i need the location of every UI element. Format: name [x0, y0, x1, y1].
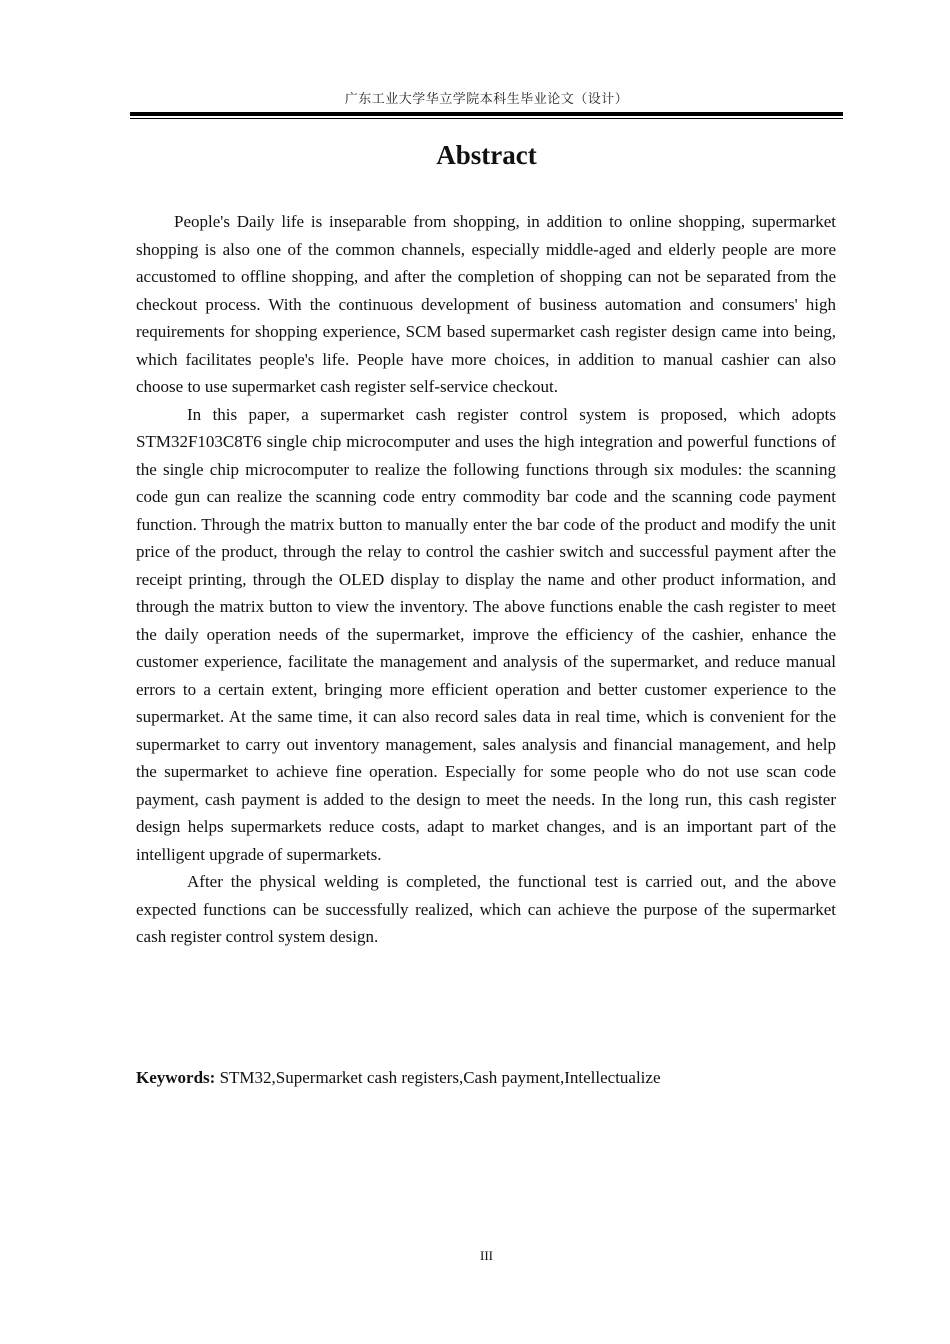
abstract-paragraph-1: People's Daily life is inseparable from shopping, in addition to online shopping, supermarket shopping is also one of the common channels, especially middle-aged and elderly people are more accustomed to offline shopping, and after the completion of shopping can not be separated from the checkout process. With the continuous development of business automation and consumers' high requirements for shopping experience, SCM based supermarket cash register design came into being, which facilitates people's life. People have more choices, in addition to manual cashier can also choose to use supermarket cash register self-service checkout.: [136, 212, 836, 396]
page-number: III: [480, 1248, 493, 1263]
keywords-line: [136, 1064, 836, 1091]
header-rule-thin: [130, 118, 843, 119]
abstract-title: Abstract: [436, 140, 537, 170]
abstract-body: [136, 208, 836, 951]
running-header: 广东工业大学华立学院本科生毕业论文（设计）: [344, 91, 629, 106]
abstract-paragraph-2: In this paper, a supermarket cash register control system is proposed, which adopts STM32F103C8T6 single chip microcomputer and uses the high integration and powerful functions of the single chip microcomputer to realize the following functions through six modules: the scanning code gun can realize the scanning code entry commodity bar code and the scanning code payment function. Through the matrix button to manually enter the bar code of the product and modify the unit price of the product, through the relay to control the cashier switch and successful payment after the receipt printing, through the OLED display to display the name and other product information, and through the matrix button to view the inventory. The above functions enable the cash register to meet the daily operation needs of the supermarket, improve the efficiency of the cashier, enhance the customer experience, facilitate the management and analysis of the supermarket, and reduce manual errors to a certain extent, bringing more efficient operation and better customer experience to the supermarket. At the same time, it can also record sales data in real time, which is convenient for the supermarket to carry out inventory management, sales analysis and financial management, and help the supermarket to achieve fine operation. Especially for some people who do not use scan code payment, cash payment is added to the design to meet the needs. In the long run, this cash register design helps supermarkets reduce costs, adapt to market changes, and is an important part of the intelligent upgrade of supermarkets.: [136, 404, 836, 864]
header-rule-thick: [130, 112, 843, 116]
abstract-paragraph-3: After the physical welding is completed, the functional test is carried out, and the above expected functions can be successfully realized, which can achieve the purpose of the supermarket cash register control system design.: [136, 872, 836, 946]
keywords-value: STM32,Supermarket cash registers,Cash payment,Intellectualize: [219, 1068, 661, 1087]
keywords-label: Keywords:: [136, 1068, 216, 1087]
